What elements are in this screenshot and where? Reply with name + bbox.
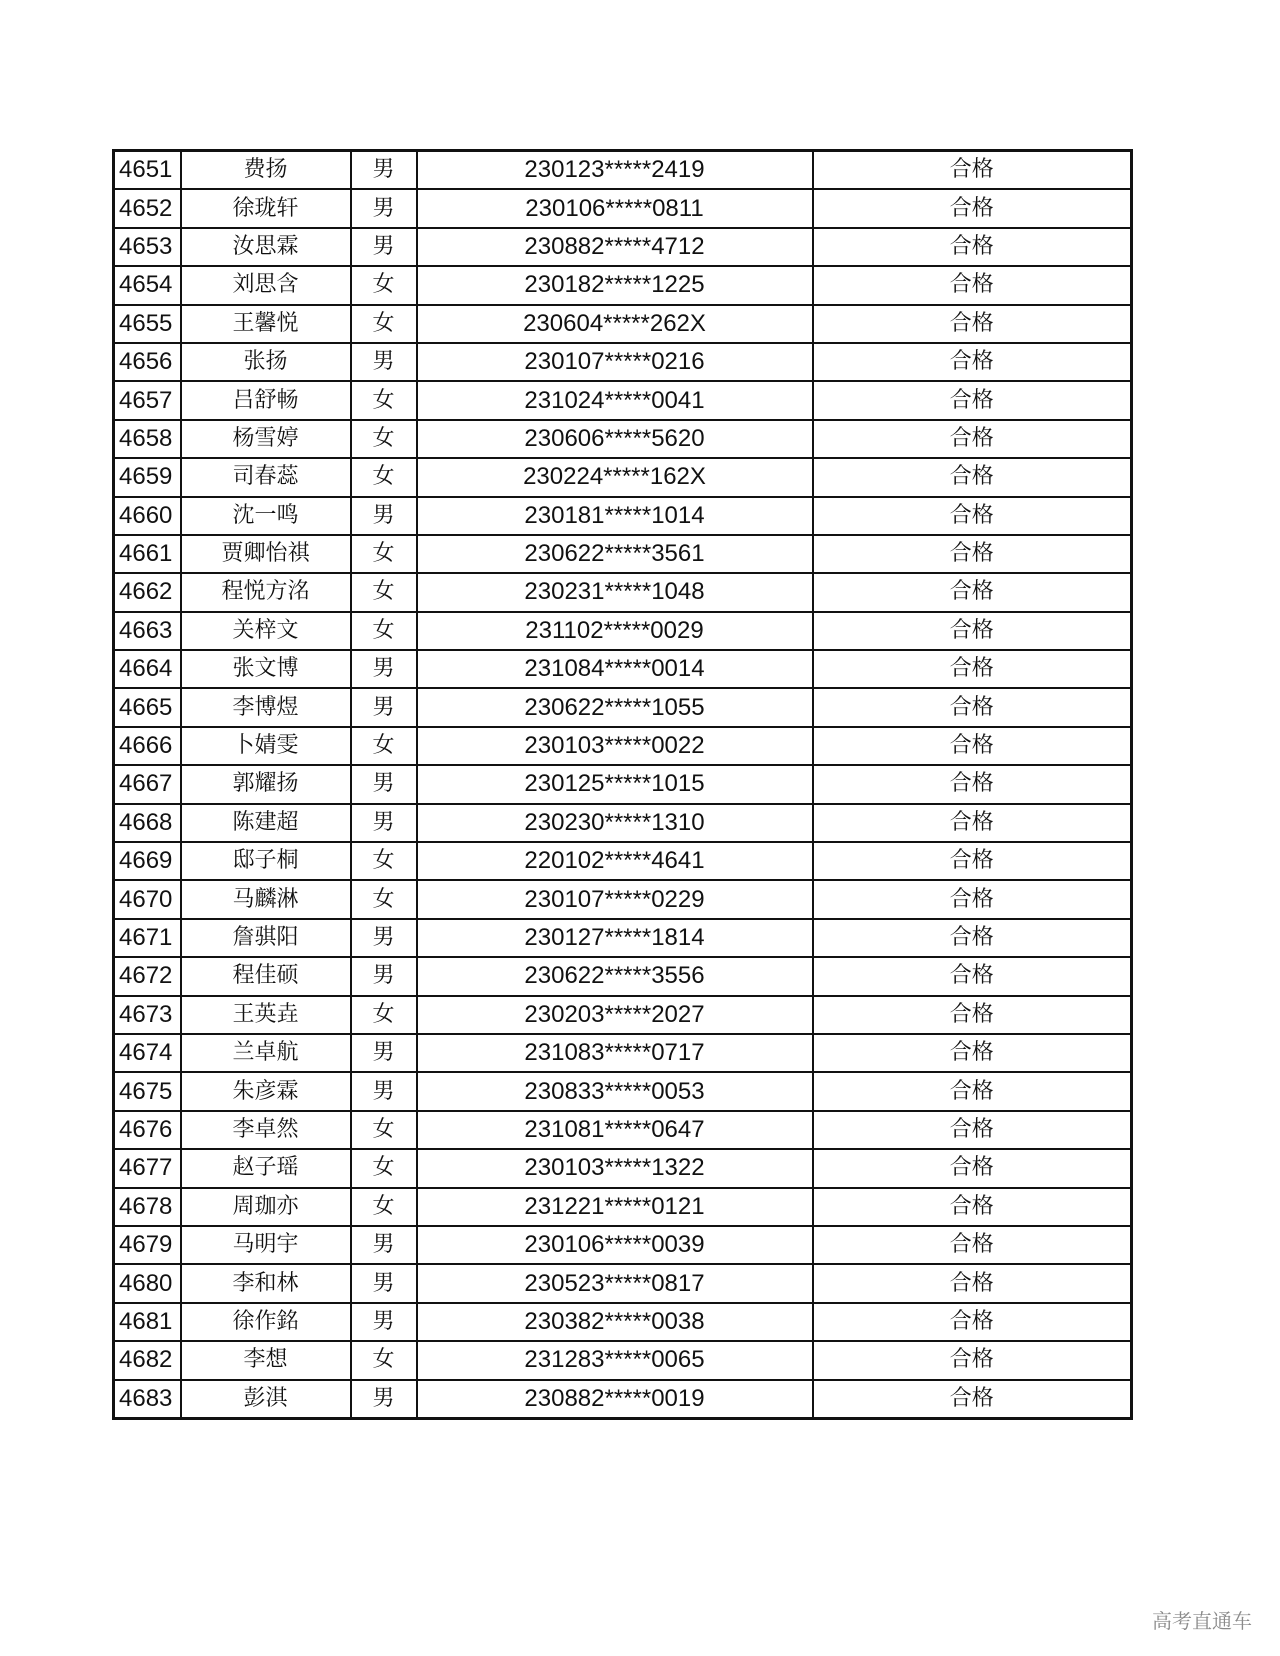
row-number: 4672 (114, 957, 181, 995)
row-number: 4675 (114, 1072, 181, 1110)
candidate-id-number: 230106*****0039 (417, 1226, 813, 1264)
candidate-gender: 女 (351, 1111, 417, 1149)
exam-result: 合格 (813, 650, 1132, 688)
exam-result: 合格 (813, 1034, 1132, 1072)
candidate-name: 彭淇 (181, 1380, 351, 1419)
candidate-id-number: 230103*****1322 (417, 1149, 813, 1187)
exam-result: 合格 (813, 266, 1132, 304)
candidate-name: 王馨悦 (181, 305, 351, 343)
row-number: 4676 (114, 1111, 181, 1149)
table-row (114, 151, 1132, 190)
exam-result: 合格 (813, 535, 1132, 573)
row-number: 4665 (114, 688, 181, 726)
candidate-name: 费扬 (181, 151, 351, 190)
candidate-gender: 男 (351, 1303, 417, 1341)
row-number: 4661 (114, 535, 181, 573)
candidate-id-number: 220102*****4641 (417, 842, 813, 880)
candidate-id-number: 230103*****0022 (417, 727, 813, 765)
candidate-id-number: 230224*****162X (417, 458, 813, 496)
table-row (114, 343, 1132, 381)
table-row (114, 573, 1132, 611)
row-number: 4657 (114, 381, 181, 419)
candidate-name: 兰卓航 (181, 1034, 351, 1072)
roster-table (112, 149, 1133, 1420)
exam-result: 合格 (813, 1188, 1132, 1226)
exam-result: 合格 (813, 1341, 1132, 1379)
candidate-id-number: 231084*****0014 (417, 650, 813, 688)
candidate-gender: 男 (351, 1264, 417, 1302)
exam-result: 合格 (813, 189, 1132, 227)
table-row (114, 1188, 1132, 1226)
candidate-name: 沈一鸣 (181, 497, 351, 535)
candidate-name: 李博煜 (181, 688, 351, 726)
candidate-gender: 女 (351, 996, 417, 1034)
exam-result: 合格 (813, 688, 1132, 726)
exam-result: 合格 (813, 727, 1132, 765)
table-row (114, 1149, 1132, 1187)
candidate-id-number: 231081*****0647 (417, 1111, 813, 1149)
candidate-name: 李想 (181, 1341, 351, 1379)
candidate-gender: 男 (351, 343, 417, 381)
candidate-name: 邸子桐 (181, 842, 351, 880)
exam-result: 合格 (813, 804, 1132, 842)
candidate-gender: 女 (351, 727, 417, 765)
exam-result: 合格 (813, 996, 1132, 1034)
exam-result: 合格 (813, 957, 1132, 995)
row-number: 4666 (114, 727, 181, 765)
candidate-name: 吕舒畅 (181, 381, 351, 419)
candidate-name: 杨雪婷 (181, 420, 351, 458)
table-row (114, 1264, 1132, 1302)
candidate-gender: 男 (351, 497, 417, 535)
row-number: 4680 (114, 1264, 181, 1302)
candidate-id-number: 230181*****1014 (417, 497, 813, 535)
candidate-name: 贾卿怡祺 (181, 535, 351, 573)
candidate-name: 王英垚 (181, 996, 351, 1034)
candidate-gender: 女 (351, 266, 417, 304)
candidate-gender: 女 (351, 612, 417, 650)
table-row (114, 497, 1132, 535)
candidate-name: 刘思含 (181, 266, 351, 304)
table-row (114, 765, 1132, 803)
candidate-id-number: 230106*****0811 (417, 189, 813, 227)
candidate-gender: 男 (351, 228, 417, 266)
candidate-gender: 女 (351, 535, 417, 573)
table-row (114, 650, 1132, 688)
candidate-id-number: 230523*****0817 (417, 1264, 813, 1302)
exam-result: 合格 (813, 497, 1132, 535)
row-number: 4662 (114, 573, 181, 611)
candidate-name: 马明宇 (181, 1226, 351, 1264)
candidate-name: 马麟淋 (181, 880, 351, 918)
candidate-id-number: 230622*****1055 (417, 688, 813, 726)
candidate-name: 程佳硕 (181, 957, 351, 995)
candidate-name: 詹骐阳 (181, 919, 351, 957)
exam-result: 合格 (813, 151, 1132, 190)
candidate-gender: 男 (351, 957, 417, 995)
table-row (114, 842, 1132, 880)
row-number: 4668 (114, 804, 181, 842)
table-row (114, 688, 1132, 726)
row-number: 4664 (114, 650, 181, 688)
candidate-gender: 男 (351, 804, 417, 842)
row-number: 4658 (114, 420, 181, 458)
candidate-gender: 男 (351, 688, 417, 726)
candidate-name: 朱彦霖 (181, 1072, 351, 1110)
exam-result: 合格 (813, 1380, 1132, 1419)
candidate-id-number: 231083*****0717 (417, 1034, 813, 1072)
candidate-name: 李和林 (181, 1264, 351, 1302)
candidate-name: 李卓然 (181, 1111, 351, 1149)
table-row (114, 804, 1132, 842)
table-row (114, 1226, 1132, 1264)
row-number: 4682 (114, 1341, 181, 1379)
table-row (114, 1111, 1132, 1149)
candidate-name: 司春蕊 (181, 458, 351, 496)
candidate-gender: 女 (351, 1188, 417, 1226)
candidate-gender: 男 (351, 1226, 417, 1264)
row-number: 4667 (114, 765, 181, 803)
row-number: 4677 (114, 1149, 181, 1187)
candidate-id-number: 230622*****3561 (417, 535, 813, 573)
candidate-id-number: 230833*****0053 (417, 1072, 813, 1110)
candidate-name: 周珈亦 (181, 1188, 351, 1226)
candidate-id-number: 231024*****0041 (417, 381, 813, 419)
row-number: 4663 (114, 612, 181, 650)
candidate-gender: 女 (351, 381, 417, 419)
row-number: 4652 (114, 189, 181, 227)
table-row (114, 1380, 1132, 1419)
candidate-gender: 男 (351, 765, 417, 803)
candidate-id-number: 230231*****1048 (417, 573, 813, 611)
exam-result: 合格 (813, 1226, 1132, 1264)
exam-result: 合格 (813, 1111, 1132, 1149)
candidate-name: 汝思霖 (181, 228, 351, 266)
table-row (114, 1034, 1132, 1072)
candidate-name: 徐珑轩 (181, 189, 351, 227)
table-row (114, 228, 1132, 266)
candidate-gender: 男 (351, 189, 417, 227)
exam-result: 合格 (813, 228, 1132, 266)
candidate-id-number: 231221*****0121 (417, 1188, 813, 1226)
candidate-name: 赵子瑶 (181, 1149, 351, 1187)
exam-result: 合格 (813, 919, 1132, 957)
row-number: 4683 (114, 1380, 181, 1419)
candidate-id-number: 230382*****0038 (417, 1303, 813, 1341)
candidate-gender: 女 (351, 305, 417, 343)
row-number: 4679 (114, 1226, 181, 1264)
exam-result: 合格 (813, 1303, 1132, 1341)
candidate-id-number: 230230*****1310 (417, 804, 813, 842)
exam-result: 合格 (813, 305, 1132, 343)
candidate-id-number: 231283*****0065 (417, 1341, 813, 1379)
table-row (114, 612, 1132, 650)
candidate-gender: 女 (351, 880, 417, 918)
table-row (114, 1072, 1132, 1110)
table-row (114, 1341, 1132, 1379)
table-row (114, 727, 1132, 765)
candidate-gender: 男 (351, 1034, 417, 1072)
exam-result: 合格 (813, 880, 1132, 918)
table-row (114, 957, 1132, 995)
row-number: 4659 (114, 458, 181, 496)
row-number: 4656 (114, 343, 181, 381)
table-row (114, 880, 1132, 918)
candidate-gender: 女 (351, 1341, 417, 1379)
roster-body (114, 151, 1132, 1419)
row-number: 4671 (114, 919, 181, 957)
exam-result: 合格 (813, 420, 1132, 458)
row-number: 4654 (114, 266, 181, 304)
table-row (114, 458, 1132, 496)
candidate-id-number: 230123*****2419 (417, 151, 813, 190)
watermark: 高考直通车 (1152, 1609, 1252, 1633)
candidate-id-number: 230882*****0019 (417, 1380, 813, 1419)
candidate-id-number: 230107*****0229 (417, 880, 813, 918)
candidate-id-number: 230882*****4712 (417, 228, 813, 266)
candidate-name: 徐作銘 (181, 1303, 351, 1341)
exam-result: 合格 (813, 1072, 1132, 1110)
candidate-name: 陈建超 (181, 804, 351, 842)
candidate-gender: 男 (351, 1380, 417, 1419)
row-number: 4681 (114, 1303, 181, 1341)
table-row (114, 381, 1132, 419)
row-number: 4674 (114, 1034, 181, 1072)
candidate-id-number: 230107*****0216 (417, 343, 813, 381)
candidate-gender: 男 (351, 650, 417, 688)
table-row (114, 1303, 1132, 1341)
row-number: 4660 (114, 497, 181, 535)
exam-result: 合格 (813, 1264, 1132, 1302)
exam-result: 合格 (813, 381, 1132, 419)
candidate-name: 张扬 (181, 343, 351, 381)
candidate-gender: 男 (351, 1072, 417, 1110)
candidate-id-number: 230606*****5620 (417, 420, 813, 458)
row-number: 4673 (114, 996, 181, 1034)
candidate-gender: 女 (351, 573, 417, 611)
candidate-id-number: 230604*****262X (417, 305, 813, 343)
row-number: 4678 (114, 1188, 181, 1226)
candidate-gender: 女 (351, 458, 417, 496)
candidate-gender: 男 (351, 151, 417, 190)
row-number: 4670 (114, 880, 181, 918)
exam-result: 合格 (813, 343, 1132, 381)
candidate-name: 郭耀扬 (181, 765, 351, 803)
candidate-id-number: 230125*****1015 (417, 765, 813, 803)
exam-result: 合格 (813, 1149, 1132, 1187)
exam-result: 合格 (813, 612, 1132, 650)
candidate-id-number: 230127*****1814 (417, 919, 813, 957)
candidate-gender: 男 (351, 919, 417, 957)
table-row (114, 420, 1132, 458)
candidate-name: 关梓文 (181, 612, 351, 650)
table-row (114, 305, 1132, 343)
candidate-id-number: 230622*****3556 (417, 957, 813, 995)
table-row (114, 189, 1132, 227)
candidate-name: 张文博 (181, 650, 351, 688)
candidate-id-number: 230182*****1225 (417, 266, 813, 304)
candidate-id-number: 230203*****2027 (417, 996, 813, 1034)
table-row (114, 535, 1132, 573)
row-number: 4653 (114, 228, 181, 266)
row-number: 4655 (114, 305, 181, 343)
row-number: 4669 (114, 842, 181, 880)
candidate-id-number: 231102*****0029 (417, 612, 813, 650)
exam-result: 合格 (813, 842, 1132, 880)
candidate-name: 程悦方洺 (181, 573, 351, 611)
exam-result: 合格 (813, 573, 1132, 611)
candidate-gender: 女 (351, 842, 417, 880)
table-row (114, 266, 1132, 304)
table-row (114, 919, 1132, 957)
candidate-gender: 女 (351, 420, 417, 458)
exam-result: 合格 (813, 765, 1132, 803)
exam-result: 合格 (813, 458, 1132, 496)
table-row (114, 996, 1132, 1034)
candidate-name: 卜婧雯 (181, 727, 351, 765)
row-number: 4651 (114, 151, 181, 190)
candidate-gender: 女 (351, 1149, 417, 1187)
